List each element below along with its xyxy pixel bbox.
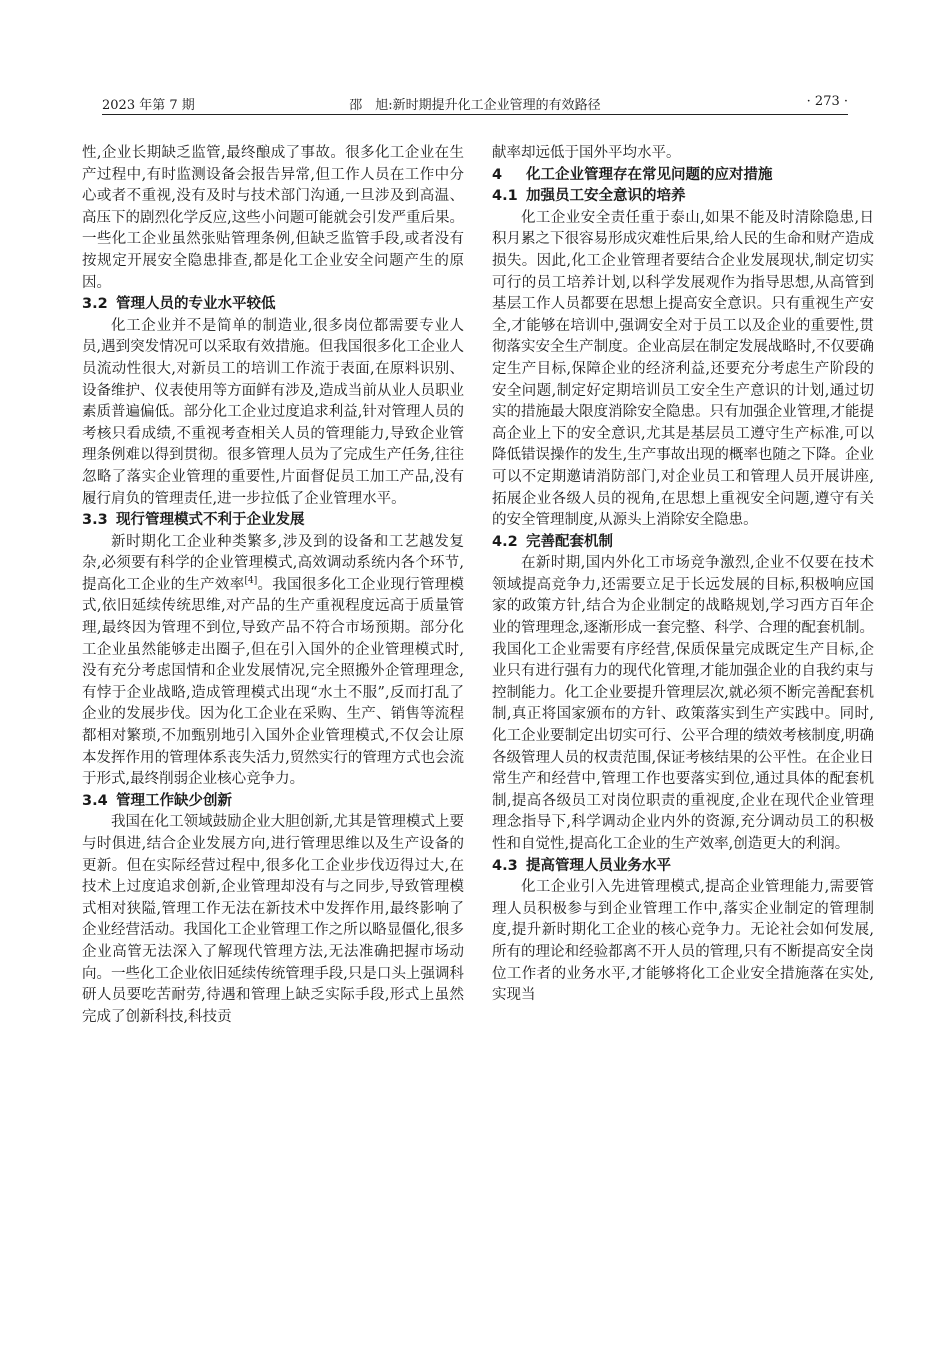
paragraph-continued: 性,企业长期缺乏监管,最终酿成了事故。很多化工企业在生产过程中,有时监测设备会报告异常,但工作人员在工作中分心或者不重视,没有及时与技术部门沟通,一旦涉及到高温、高压下的剧烈化学反应,这些小问题可能就会引发严重后果。一些化工企业虽然张贴管理条例,但缺乏监管手段,或者没有按规定开展安全隐患排查,都是化工企业安全问题产生的原因。	[82, 145, 464, 291]
citation-reference[interactable]: [4]	[244, 576, 258, 587]
paragraph: 化工企业并不是简单的制造业,很多岗位都需要专业人员,遇到突发情况可以采取有效措施。但我国很多化工企业人员流动性很大,对新员工的培训工作流于表面,在原料识别、设备维护、仪表使用等方面鲜有涉及,造成当前从业人员职业素质普遍偏低。部分化工企业过度追求利益,针对管理人员的考核只看成绩,不重视考查相关人员的管理能力,导致企业管理条例难以得到贯彻。很多管理人员为了完成生产任务,往往忽略了落实企业管理的重要性,片面督促员工加工产品,没有履行肩负的管理责任,进一步拉低了企业管理水平。	[82, 317, 464, 507]
section-heading-4	[492, 165, 874, 187]
left-column	[82, 143, 464, 1028]
paragraph	[82, 532, 464, 791]
section-title: 管理工作缺少创新	[116, 792, 232, 809]
section-number: 3.2	[82, 296, 108, 313]
section-title: 现行管理模式不利于企业发展	[116, 512, 305, 529]
section-title: 化工企业管理存在常见问题的应对措施	[526, 166, 773, 183]
section-heading-4-2	[492, 532, 874, 554]
section-heading-4-3	[492, 856, 874, 878]
section-title: 提高管理人员业务水平	[526, 857, 671, 874]
paragraph: 化工企业安全责任重于泰山,如果不能及时清除隐患,日积月累之下很容易形成灾难性后果,给人民的生命和财产造成损失。因此,化工企业管理者要结合企业发展现状,制定切实可行的员工培养计划,以科学发展观作为指导思想,从高管到基层工作人员都要在思想上提高安全意识。只有重视生产安全,才能够在培训中,强调安全对于员工以及企业的重要性,贯彻落实安全生产制度。企业高层在制定发展战略时,不仅要确定生产目标,保障企业的经济利益,还要充分考虑生产阶段的安全问题,制定好定期培训员工安全生产意识的计划,通过切实的措施最大限度消除安全隐患。只有加强企业管理,才能提高企业上下的安全意识,尤其是基层员工遵守生产标准,可以降低错误操作的发生,生产事故出现的概率也随之下降。企业可以不定期邀请消防部门,对企业员工和管理人员开展讲座,拓展企业各级人员的视角,在思想上重视安全问题,遵守有关的安全管理制度,从源头上消除安全隐患。	[492, 209, 874, 529]
section-number: 3.3	[82, 512, 108, 529]
section-title: 管理人员的专业水平较低	[116, 296, 276, 313]
section-heading-3-2	[82, 294, 464, 316]
section-number: 4	[492, 166, 503, 183]
section-number: 3.4	[82, 792, 108, 809]
section-heading-3-3	[82, 510, 464, 532]
running-header	[102, 92, 848, 115]
paragraph-text: 新时期化工企业种类繁多,涉及到的设备和工艺越发复杂,必须要有科学的企业管理模式,高效调动系统内各个环节,提高化工企业的生产效率	[82, 533, 464, 593]
right-column	[492, 143, 874, 1007]
paragraph: 我国在化工领域鼓励企业大胆创新,尤其是管理模式上要与时俱进,结合企业发展方向,进行管理思维以及生产设备的更新。但在实际经营过程中,很多化工企业步伐迈得过大,在技术上过度追求创新,企业管理却没有与之同步,导致管理模式相对狭隘,管理工作无法在新技术中发挥作用,最终影响了企业经营活动。我国化工企业管理工作之所以略显僵化,很多企业高管无法深入了解现代管理方法,无法准确把握市场动向。一些化工企业依旧延续传统管理手段,只是口头上强调科研人员要吃苦耐劳,待遇和管理上缺乏实际手段,形式上虽然完成了创新科技,科技贡	[82, 814, 464, 1025]
section-number: 4.1	[492, 188, 518, 205]
section-heading-3-4	[82, 791, 464, 813]
section-number: 4.3	[492, 857, 518, 874]
section-heading-4-1	[492, 186, 874, 208]
section-title: 完善配套机制	[526, 533, 613, 550]
paragraph-continued: 献率却远低于国外平均水平。	[492, 145, 681, 161]
journal-issue: 2023 年第 7 期	[102, 98, 195, 113]
section-number: 4.2	[492, 533, 518, 550]
page-number: · 273 ·	[806, 94, 848, 109]
running-title: 邵 旭:新时期提升化工企业管理的有效路径	[349, 98, 601, 113]
section-title: 加强员工安全意识的培养	[526, 188, 686, 205]
paragraph: 在新时期,国内外化工市场竞争激烈,企业不仅要在技术领域提高竞争力,还需要立足于长远发展的目标,积极响应国家的政策方针,结合为企业制定的战略规划,学习西方百年企业的管理理念,逐渐形成一套完整、科学、合理的配套机制。我国化工企业需要有序经营,保质保量完成既定生产目标,企业只有进行强有力的现代化管理,才能加强企业的自我约束与控制能力。化工企业要提升管理层次,就必须不断完善配套机制,真正将国家颁布的方针、政策落实到生产实践中。同时,化工企业要制定出切实可行、公平合理的绩效考核制度,明确各级管理人员的权责范围,保证考核结果的公平性。在企业日常生产和经营中,管理工作也要落实到位,通过具体的配套机制,提高各级员工对岗位职责的重视度,企业在现代企业管理理念指导下,科学调动企业内外的资源,充分调动员工的积极性和自觉性,提高化工企业的生产效率,创造更大的利润。	[492, 555, 874, 852]
paragraph: 化工企业引入先进管理模式,提高企业管理能力,需要管理人员积极参与到企业管理工作中,落实企业制定的管理制度,提升新时期化工企业的核心竞争力。无论社会如何发展,所有的理论和经验都离不开人员的管理,只有不断提高安全岗位工作者的业务水平,才能够将化工企业安全措施落在实处,实现当	[492, 879, 874, 1004]
paragraph-text: 。我国很多化工企业现行管理模式,依旧延续传统思维,对产品的生产重视程度远高于质量管理,最终因为管理不到位,导致产品不符合市场预期。部分化工企业虽然能够走出圈子,但在引入国外的企业管理模式时,没有充分考虑国情和企业发展情况,完全照搬外企管理理念,有悖于企业战略,造成管理模式出现“水土不服”,反而打乱了企业的发展步伐。因为化工企业在采购、生产、销售等流程都相对繁琐,不加甄别地引入国外企业管理模式,不仅会让原本发挥作用的管理体系丧失活力,贸然实行的管理方式也会流于形式,最终削弱企业核心竞争力。	[82, 576, 465, 788]
